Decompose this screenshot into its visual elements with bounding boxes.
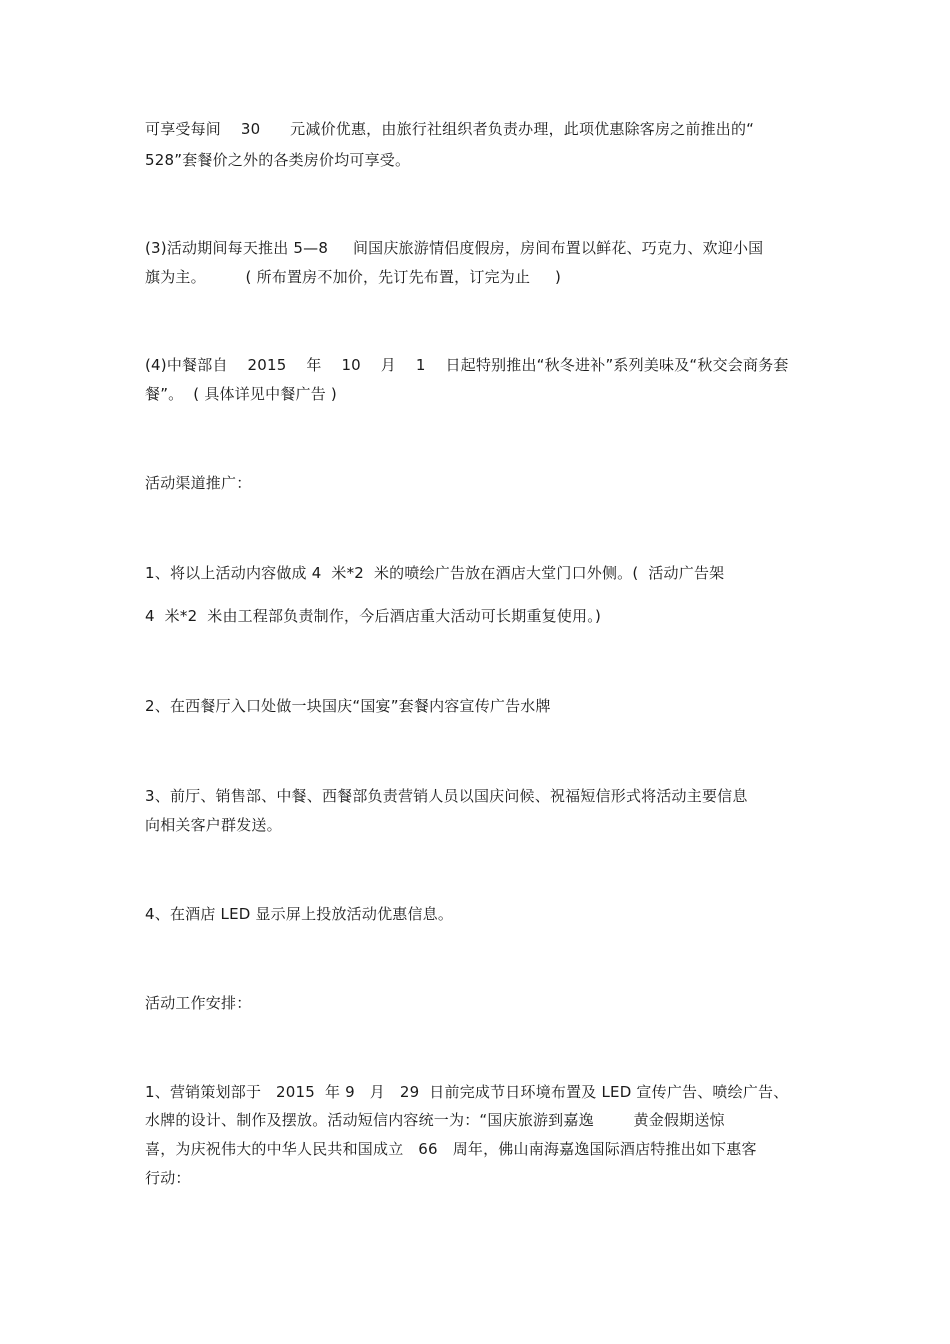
paragraph-line: 3、前厅、销售部、中餐、西餐部负责营销人员以国庆问候、祝福短信形式将活动主要信息 [145,787,748,805]
paragraph-line: 4、在酒店 LED 显示屏上投放活动优惠信息。 [145,905,454,923]
paragraph-line: 喜，为庆祝伟大的中华人民共和国成立 66 周年，佛山南海嘉逸国际酒店特推出如下惠客 [145,1140,757,1158]
section-heading: 活动渠道推广： [145,474,252,492]
paragraph-line: 水牌的设计、制作及摆放。活动短信内容统一为：“国庆旅游到嘉逸 黄金假期送惊 [145,1111,725,1129]
paragraph-line: 行动： [145,1169,191,1187]
paragraph-line: 可享受每间 30 元减价优惠，由旅行社组织者负责办理，此项优惠除客房之前推出的“ [145,120,755,138]
paragraph-line: 4 米*2 米由工程部负责制作，今后酒店重大活动可长期重复使用。) [145,607,602,625]
paragraph-line: 餐”。 ( 具体详见中餐广告 ) [145,385,337,403]
paragraph-line: (4)中餐部自 2015 年 10 月 1 日起特别推出“秋冬进补”系列美味及“秋交会商务套 [145,356,789,374]
paragraph-line: 2、在西餐厅入口处做一块国庆“国宴”套餐内容宣传广告水牌 [145,697,551,715]
paragraph-line: 1、营销策划部于 2015 年 9 月 29 日前完成节日环境布置及 LED 宣传广告、喷绘广告、 [145,1083,789,1101]
paragraph-line: 旗为主。 ( 所布置房不加价，先订先布置，订完为止 ) [145,268,562,286]
paragraph-line: (3)活动期间每天推出 5—8 间国庆旅游情侣度假房，房间布置以鲜花、巧克力、欢迎小国 [145,239,764,257]
paragraph-line: 528”套餐价之外的各类房价均可享受。 [145,151,411,169]
paragraph-line: 向相关客户群发送。 [145,816,282,834]
section-heading: 活动工作安排： [145,994,252,1012]
paragraph-line: 1、将以上活动内容做成 4 米*2 米的喷绘广告放在酒店大堂门口外侧。( 活动广告架 [145,564,725,582]
